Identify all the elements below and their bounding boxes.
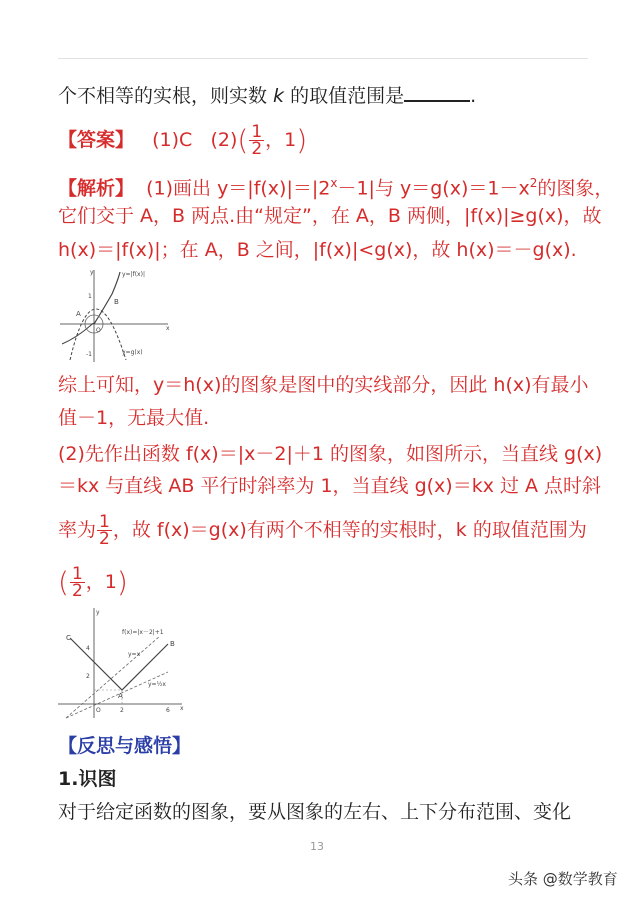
slope-fraction: $\frac{1}{2}$ [99, 512, 110, 549]
fig1-label-x: x [166, 325, 170, 332]
answer-line: 【答案】 (1)C (2)( $\frac{1}{2}$ ，1) [58, 122, 308, 159]
part2-line-3: 率为 $\frac{1}{2}$ ，故 f(x)＝g(x)有两个不相等的实根时，k 的取值范围为 [58, 512, 587, 549]
summary-line-2: 值－1，无最大值. [58, 407, 210, 429]
fig2-label-x: x [180, 705, 184, 712]
page-number: 13 [310, 840, 324, 853]
watermark: 头条 @数学教育 [508, 870, 618, 888]
fig2-label-f: f(x)=|x－2|+1 [122, 629, 164, 636]
answer-fraction: $\frac{1}{2}$ [251, 122, 263, 159]
summary-line-1: 综上可知，y＝h(x)的图象是图中的实线部分，因此 h(x)有最小 [58, 374, 589, 396]
fig2-label-B: B [170, 640, 175, 648]
reflection-heading: 【反思与感悟】 [58, 735, 192, 757]
fig1-label-B: B [114, 298, 119, 306]
fig1-label-O: O [96, 327, 101, 334]
figure-1-graph [56, 268, 174, 364]
analysis-line-2: 它们交于 A，B 两点.由“规定”，在 A，B 两侧，|f(x)|≥g(x)，故 [58, 205, 602, 227]
answer-blank [404, 84, 470, 102]
fig2-label-half: y=½x [148, 681, 166, 688]
fig2-label-4: 4 [86, 645, 90, 652]
fig2-label-O: O [96, 707, 101, 714]
reflection-text: 对于给定函数的图象，要从图象的左右、上下分布范围、变化 [58, 801, 572, 823]
part2-range: ( $\frac{1}{2}$ ，1) [58, 564, 128, 601]
fig1-label-A: A [76, 310, 81, 318]
question-tail: 个不相等的实根，则实数 k 的取值范围是 . [58, 85, 477, 107]
fig1-label-f: y=|f(x)| [122, 271, 145, 278]
fig2-label-C: C [66, 634, 71, 642]
fig2-label-A: A [118, 692, 123, 700]
fig2-label-yx: y=x [128, 651, 141, 658]
fig1-label-y: y [90, 269, 94, 276]
figure-2-graph [56, 606, 186, 720]
fig1-label-1: 1 [88, 293, 92, 300]
part2-line-1: (2)先作出函数 f(x)＝|x－2|＋1 的图象，如图所示，当直线 g(x) [58, 443, 603, 465]
top-divider [58, 58, 588, 59]
fig2-label-2x: 2 [120, 707, 124, 714]
fig1-label-neg1: -1 [86, 351, 92, 358]
range-fraction: $\frac{1}{2}$ [71, 564, 83, 601]
analysis-line-1: 【解析】 (1)画出 $y=|f(x)|=|2^x-1|$与 $y=g(x)=1-x^2$的图象， [58, 176, 614, 200]
reflection-sub-1: 1.识图 [58, 768, 117, 790]
fig1-label-g: y=g(x) [122, 349, 143, 356]
fig2-line-half [66, 672, 168, 718]
analysis-line-3: h(x)＝|f(x)|；在 A，B 之间，|f(x)|<g(x)，故 h(x)＝－g(x). [58, 239, 577, 261]
part2-line-2: ＝kx 与直线 AB 平行时斜率为 1，当直线 g(x)＝kx 过 A 点时斜 [58, 475, 602, 497]
fig2-label-2y: 2 [86, 673, 90, 680]
fig2-label-y: y [96, 609, 100, 616]
fig2-label-6: 6 [166, 707, 170, 714]
